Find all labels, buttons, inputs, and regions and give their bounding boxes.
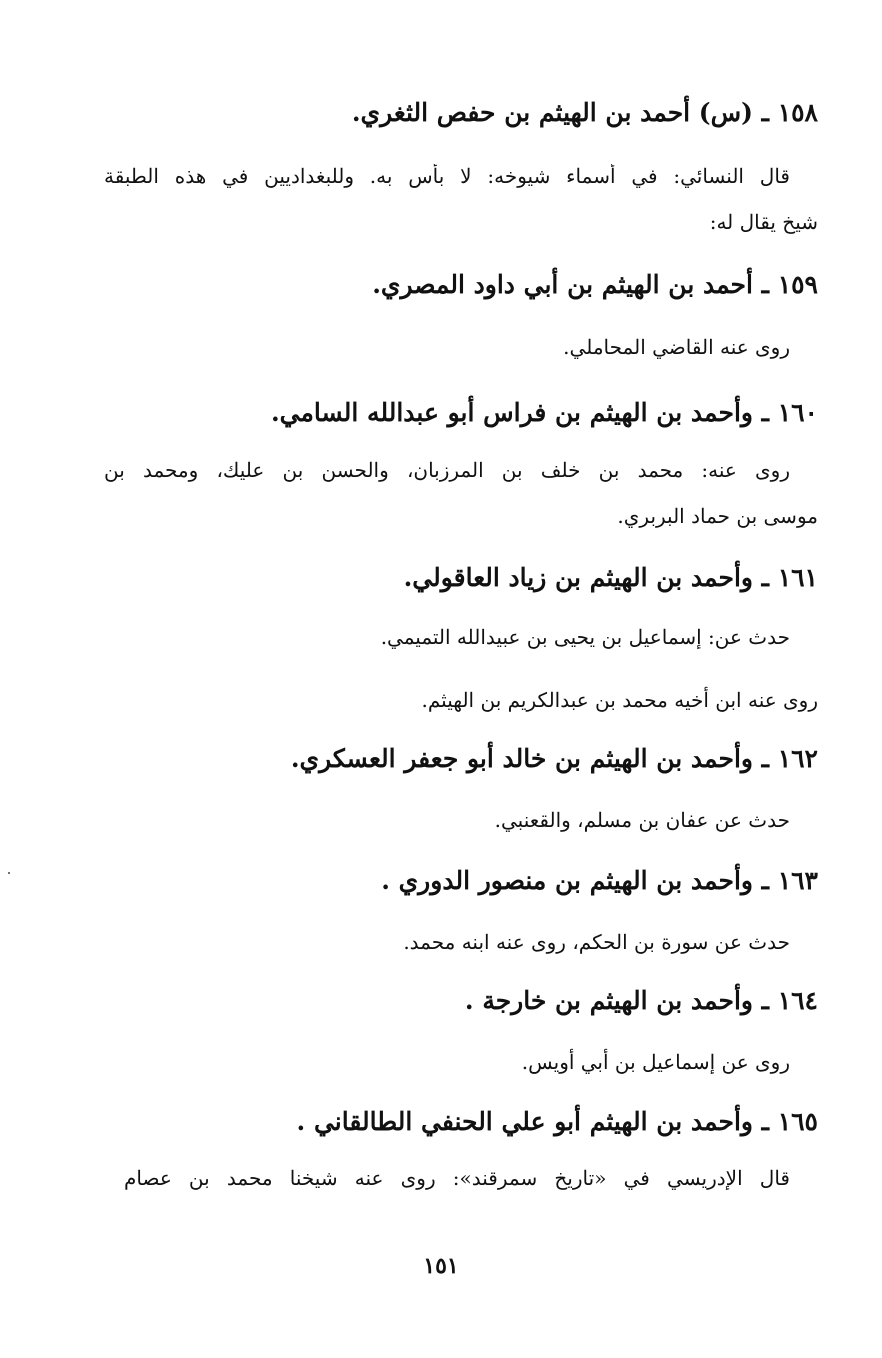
entry-heading: ١٦١ ـ وأحمد بن الهيثم بن زياد العاقولي.	[403, 563, 818, 592]
entry-text-line: روى عن إسماعيل بن أبي أويس.	[521, 1050, 790, 1074]
entry-text-line: قال النسائي: في أسماء شيوخه: لا بأس به. وللبغداديين في هذه الطبقة	[104, 164, 790, 188]
entry-text-line: قال الإدريسي في «تاريخ سمرقند»: روى عنه شيخنا محمد بن عصام	[124, 1166, 790, 1190]
entry-heading: ١٥٩ ـ أحمد بن الهيثم بن أبي داود المصري.	[372, 270, 818, 299]
entry-text-line: حدث عن: إسماعيل بن يحيى بن عبيدالله التميمي.	[380, 625, 790, 649]
entry-text-line: روى عنه ابن أخيه محمد بن عبدالكريم بن الهيثم.	[421, 688, 818, 712]
entry-text-line: روى عنه: محمد بن خلف بن المرزبان، والحسن بن عليك، ومحمد بن	[104, 458, 790, 482]
page-number: ١٥١	[423, 1253, 459, 1279]
entry-heading: ١٦٣ ـ وأحمد بن الهيثم بن منصور الدوري .	[381, 866, 818, 895]
scan-speck	[8, 872, 10, 874]
entry-heading: ١٦٠ ـ وأحمد بن الهيثم بن فراس أبو عبدالله السامي.	[270, 398, 818, 427]
entry-text-line: حدث عن عفان بن مسلم، والقعنبي.	[494, 808, 790, 832]
entry-heading: ١٦٤ ـ وأحمد بن الهيثم بن خارجة .	[464, 986, 818, 1015]
entry-heading: ١٦٢ ـ وأحمد بن الهيثم بن خالد أبو جعفر العسكري.	[290, 744, 818, 773]
entry-heading: ١٦٥ ـ وأحمد بن الهيثم أبو علي الحنفي الطالقاني .	[296, 1107, 818, 1136]
entry-text-line: حدث عن سورة بن الحكم، روى عنه ابنه محمد.	[403, 930, 790, 954]
entry-heading: ١٥٨ ـ (س) أحمد بن الهيثم بن حفص الثغري.	[351, 98, 818, 127]
entry-text-line: موسى بن حماد البربري.	[617, 504, 818, 528]
entry-text-line: شيخ يقال له:	[709, 210, 818, 234]
entry-text-line: روى عنه القاضي المحاملي.	[563, 335, 790, 359]
